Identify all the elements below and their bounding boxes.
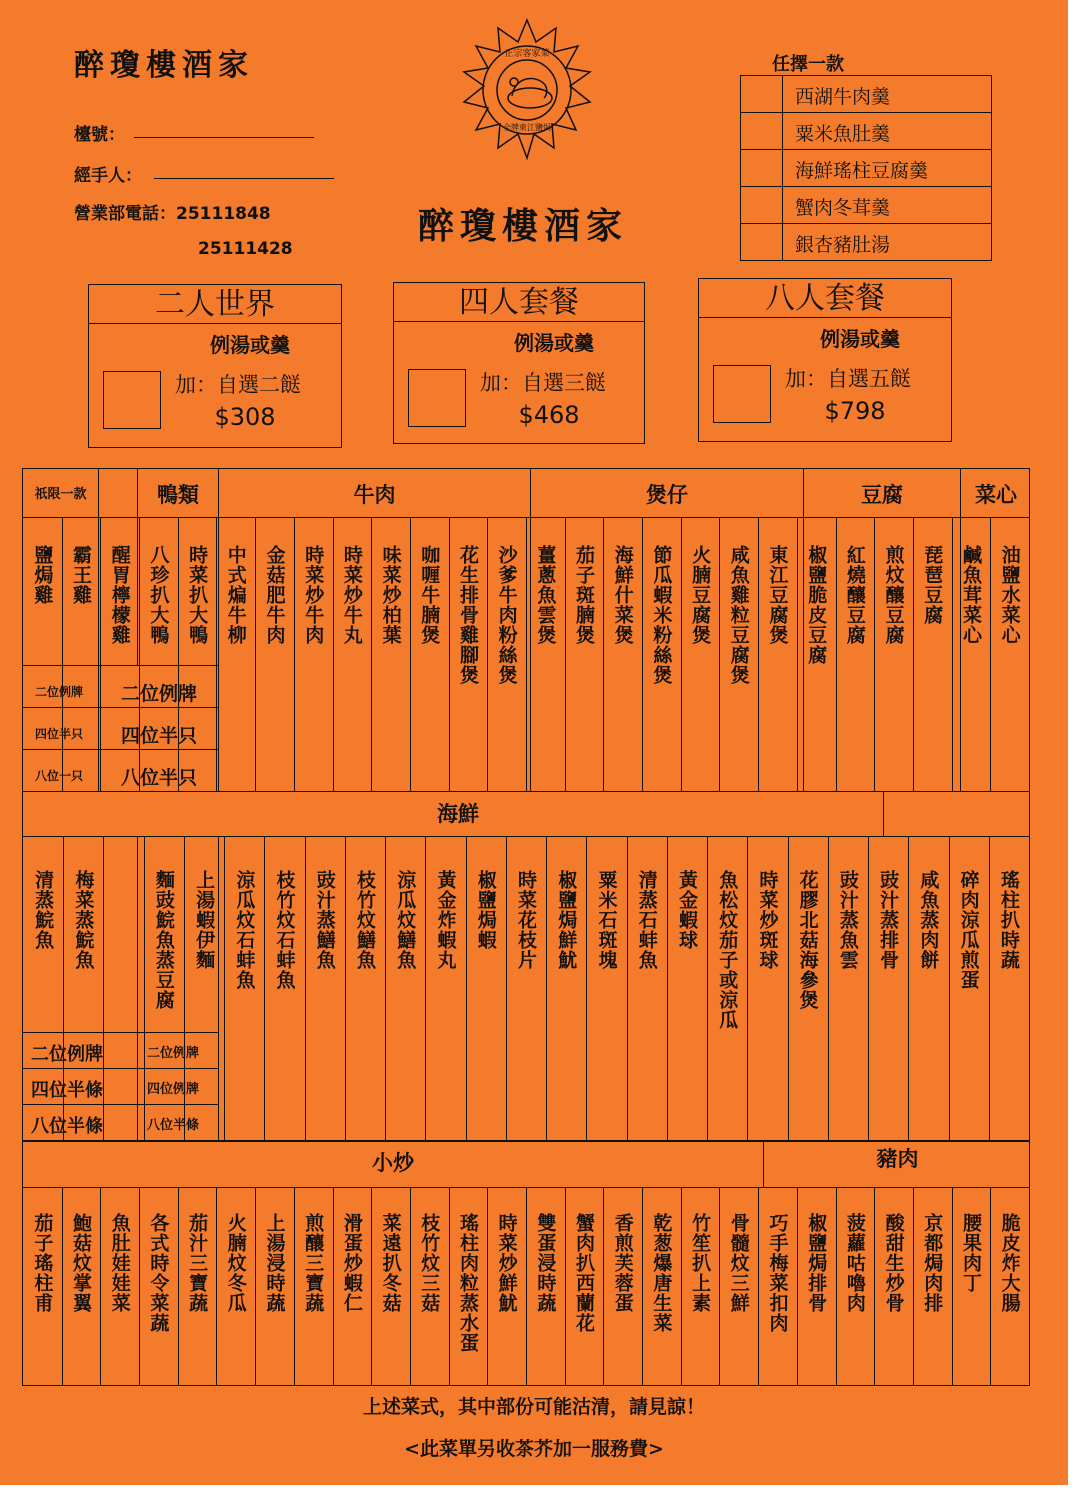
dish-item[interactable]: 枝竹炆三菇 — [418, 1213, 441, 1313]
header-claypot: 煲仔 — [646, 482, 688, 507]
soup-row[interactable] — [741, 113, 991, 150]
set-title: 八人套餐 — [699, 279, 951, 318]
table-no-line[interactable] — [134, 137, 314, 138]
dish-item[interactable]: 鹹魚茸菜心 — [959, 545, 982, 645]
menu-grid-stirfry-pork — [22, 1140, 1030, 1386]
dish-item[interactable]: 鹽焗雞 — [31, 545, 54, 605]
dish-item[interactable]: 茄子斑腩煲 — [573, 545, 596, 645]
dish-item[interactable] — [105, 870, 143, 1090]
dish-item[interactable]: 各式時令菜蔬 — [147, 1213, 170, 1333]
dish-item[interactable]: 魚松炆茄子或涼瓜 — [716, 870, 739, 1030]
set-price: $468 — [518, 401, 580, 429]
dish-item[interactable]: 涼瓜炆鱔魚 — [394, 870, 417, 970]
soup-label: 海鮮瑤柱豆腐羹 — [795, 160, 929, 182]
dish-item[interactable]: 梅菜蒸鯇魚 — [72, 870, 95, 970]
dish-item[interactable]: 茄汁三寶蔬 — [186, 1213, 209, 1313]
soup-checkbox[interactable] — [741, 113, 783, 149]
handler-label: 經手人： — [74, 166, 142, 186]
dish-item[interactable]: 沙爹牛肉粉絲煲 — [495, 545, 518, 685]
logo-emblem — [452, 16, 602, 166]
dish-item[interactable]: 東江豆腐煲 — [766, 545, 789, 645]
soup-checkbox[interactable] — [741, 224, 783, 261]
dish-item[interactable]: 清蒸鯇魚 — [32, 870, 55, 950]
portion-label: 八位半條 — [31, 1116, 103, 1137]
dish-item[interactable]: 乾葱爆唐生菜 — [650, 1213, 673, 1333]
portion-label: 二位例牌 — [35, 685, 84, 699]
dish-item[interactable]: 脆皮炸大腸 — [998, 1213, 1021, 1313]
portion-label: 四位半只 — [121, 725, 198, 747]
logo-top-text: 正宗客家菜 — [504, 49, 550, 59]
set-meal-8 — [698, 278, 952, 442]
soup-row[interactable] — [741, 150, 991, 187]
header-veg: 菜心 — [975, 482, 1017, 507]
dish-item[interactable]: 節瓜蝦米粉絲煲 — [650, 545, 673, 685]
dish-item[interactable]: 麵豉鯇魚蒸豆腐 — [152, 870, 175, 1010]
header-seafood: 海鮮 — [437, 801, 479, 826]
dish-item[interactable]: 煎釀三寶蔬 — [302, 1213, 325, 1313]
set-title: 四人套餐 — [394, 283, 644, 322]
portion-label: 四位半條 — [31, 1080, 103, 1101]
dish-item[interactable]: 清蒸石蚌魚 — [635, 870, 658, 970]
dish-item[interactable]: 時菜扒大鴨 — [186, 545, 209, 645]
dish-item[interactable]: 瑤柱扒時蔬 — [997, 870, 1020, 970]
dish-item[interactable]: 雙蛋浸時蔬 — [534, 1213, 557, 1313]
brand-name-small: 醉瓊樓酒家 — [74, 48, 254, 83]
dish-item[interactable]: 味菜炒柏葉 — [379, 545, 402, 645]
dish-item[interactable]: 酸甜生炒骨 — [882, 1213, 905, 1313]
set-soup: 例湯或羹 — [210, 333, 290, 357]
dish-item[interactable]: 時菜炒斑球 — [756, 870, 779, 970]
set-addon: 加：自選三餸 — [480, 371, 606, 395]
dish-item[interactable]: 京都焗肉排 — [921, 1213, 944, 1313]
phone-label: 營業部電話：25111848 — [74, 204, 271, 224]
soup-title: 任擇一款 — [772, 54, 844, 75]
dish-item[interactable]: 蟹肉扒西蘭花 — [573, 1213, 596, 1333]
dish-item[interactable]: 椒鹽焗蝦 — [474, 870, 497, 950]
dish-item[interactable]: 時菜炒牛丸 — [340, 545, 363, 645]
portion-label: 二位例牌 — [147, 1046, 200, 1061]
soup-table — [740, 75, 992, 261]
dish-item[interactable]: 咖喱牛腩煲 — [418, 545, 441, 645]
dish-item[interactable]: 巧手梅菜扣肉 — [766, 1213, 789, 1333]
soup-checkbox[interactable] — [741, 187, 783, 223]
soup-row[interactable] — [741, 224, 991, 261]
footer-note: 上述菜式，其中部份可能沽清，請見諒！ — [362, 1396, 705, 1418]
dish-item[interactable]: 椒鹽焗排骨 — [805, 1213, 828, 1313]
set-addon: 加：自選五餸 — [785, 367, 911, 391]
dish-item[interactable]: 花生排骨雞腳煲 — [456, 545, 479, 685]
dish-item[interactable]: 咸魚雞粒豆腐煲 — [727, 545, 750, 685]
dish-item[interactable]: 碎肉涼瓜煎蛋 — [957, 870, 980, 990]
dish-item[interactable]: 香煎芙蓉蛋 — [611, 1213, 634, 1313]
set-addon: 加：自選二餸 — [175, 373, 301, 397]
dish-item[interactable]: 時菜炒鮮魷 — [495, 1213, 518, 1313]
handler-line[interactable] — [154, 178, 334, 179]
set-title: 二人世界 — [89, 285, 341, 324]
dish-item[interactable]: 魚肚娃娃菜 — [108, 1213, 131, 1313]
footer-service-charge: <此菜單另收茶芥加一服務費> — [404, 1438, 664, 1460]
portion-label: 二位例牌 — [31, 1044, 103, 1065]
dish-item[interactable]: 煎炆釀豆腐 — [882, 545, 905, 645]
dish-item[interactable]: 滑蛋炒蝦仁 — [340, 1213, 363, 1313]
portion-label: 八位半條 — [147, 1118, 200, 1133]
dish-item[interactable]: 咸魚蒸肉餅 — [917, 870, 940, 970]
portion-label: 二位例牌 — [121, 683, 198, 705]
soup-label: 西湖牛肉羹 — [795, 86, 891, 108]
phone-2: 25111428 — [198, 239, 293, 259]
set-meal-4 — [393, 282, 645, 444]
dish-item[interactable]: 薑蔥魚雲煲 — [534, 545, 557, 645]
portion-label: 四位例牌 — [147, 1082, 200, 1097]
dish-item[interactable]: 時菜炒牛肉 — [302, 545, 325, 645]
dish-item[interactable]: 火腩炆冬瓜 — [224, 1213, 247, 1313]
header-duck: 鴨類 — [157, 482, 199, 507]
dish-item[interactable]: 醒胃檸檬雞 — [108, 545, 131, 645]
dish-item[interactable]: 上湯浸時蔬 — [263, 1213, 286, 1313]
dish-item[interactable]: 時菜花枝片 — [515, 870, 537, 970]
dish-item[interactable]: 枝竹炆石蚌魚 — [273, 870, 296, 990]
logo-bottom-text: 全牌東江鹽焗 — [503, 123, 551, 132]
portion-label: 四位半只 — [35, 727, 84, 741]
brand-name-center: 醉瓊樓酒家 — [418, 205, 629, 247]
dish-item[interactable]: 上湯蝦伊麵 — [193, 870, 216, 970]
portion-label: 八位一只 — [35, 769, 84, 783]
dish-item[interactable]: 黃金蝦球 — [675, 870, 698, 950]
dish-item[interactable]: 粟米石斑塊 — [595, 870, 618, 970]
menu-grid-poultry-beef — [22, 468, 1030, 792]
dish-item[interactable]: 椒鹽焗鮮魷 — [555, 870, 578, 970]
soup-label: 銀杏豬肚湯 — [795, 234, 891, 256]
dish-item[interactable]: 椒鹽脆皮豆腐 — [805, 545, 828, 665]
dish-item[interactable]: 琵琶豆腐 — [921, 545, 944, 625]
table-no-label: 檯號： — [74, 125, 125, 145]
dish-item[interactable]: 金菇肥牛肉 — [263, 545, 286, 645]
dish-item[interactable]: 黃金炸蝦丸 — [434, 870, 457, 970]
dish-item[interactable]: 八珍扒大鴨 — [147, 545, 170, 645]
dish-item[interactable]: 瑤柱肉粒蒸水蛋 — [456, 1213, 479, 1353]
dish-item[interactable]: 豉汁蒸鱔魚 — [313, 870, 336, 970]
set-soup: 例湯或羹 — [514, 331, 594, 355]
dish-item[interactable]: 腰果肉丁 — [959, 1213, 982, 1293]
header-beef: 牛肉 — [353, 482, 396, 507]
header-limit-one: 祇限一款 — [34, 487, 87, 502]
soup-row[interactable] — [741, 187, 991, 224]
dish-item[interactable]: 豉汁蒸排骨 — [877, 870, 900, 970]
dish-item[interactable]: 豉汁蒸魚雲 — [836, 870, 859, 970]
menu-grid-seafood — [22, 792, 1030, 1142]
dish-item[interactable]: 骨髓炆三鮮 — [727, 1213, 750, 1313]
dish-item[interactable]: 花膠北菇海參煲 — [796, 870, 819, 1010]
set-meal-2 — [88, 284, 342, 448]
set-soup: 例湯或羹 — [820, 327, 900, 351]
dish-item[interactable]: 鮑菇炆掌翼 — [70, 1213, 93, 1313]
dish-item[interactable]: 海鮮什菜煲 — [611, 545, 634, 645]
set-price: $308 — [214, 403, 276, 431]
set-price: $798 — [824, 397, 886, 425]
soup-checkbox[interactable] — [741, 76, 783, 112]
dish-item[interactable]: 油鹽水菜心 — [998, 545, 1021, 645]
header-stirfry: 小炒 — [372, 1150, 414, 1175]
dish-item[interactable]: 菠蘿咕嚕肉 — [843, 1213, 866, 1313]
dish-item[interactable]: 紅燒釀豆腐 — [843, 545, 866, 645]
dish-item[interactable]: 涼瓜炆石蚌魚 — [233, 870, 256, 990]
soup-row[interactable] — [741, 76, 991, 113]
soup-label: 粟米魚肚羹 — [795, 123, 891, 145]
dish-item[interactable]: 霸王雞 — [70, 545, 93, 605]
dish-item[interactable]: 茄子瑤柱甫 — [31, 1213, 54, 1313]
dish-item[interactable]: 竹笙扒上素 — [689, 1213, 712, 1313]
dish-item[interactable]: 火腩豆腐煲 — [689, 545, 712, 645]
header-tofu: 豆腐 — [861, 482, 903, 507]
dish-item[interactable]: 枝竹炆鱔魚 — [354, 870, 377, 970]
soup-label: 蟹肉冬茸羹 — [795, 197, 891, 219]
soup-checkbox[interactable] — [741, 150, 783, 186]
dish-item[interactable]: 菜遠扒冬菇 — [379, 1213, 402, 1313]
dish-item[interactable]: 中式煸牛柳 — [224, 545, 247, 645]
portion-label: 八位半只 — [121, 767, 198, 789]
header-pork: 豬肉 — [876, 1146, 919, 1171]
